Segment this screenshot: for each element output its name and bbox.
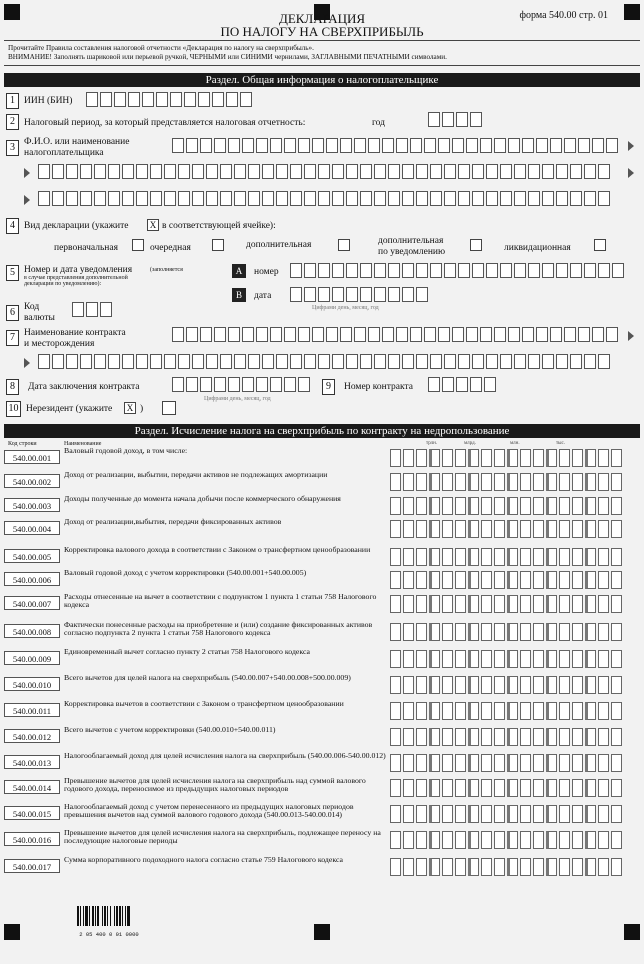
row-code: 540.00.009 [4,651,60,665]
field-number: 3 [6,140,19,156]
row-label: Превышение вычетов для целей исчисления налога на сверхприбыль, подлежащее переносу на последующие налоговые периоды [64,828,381,845]
contract-name-input-line2[interactable] [38,354,612,369]
option-regular-label: очередная [150,243,191,253]
barcode [76,906,142,938]
row-label: Единовременный вычет согласно пункту 2 статьи 758 Налогового кодекса [64,647,310,656]
field-label: Номер и дата уведомления [24,265,133,275]
row-label: Всего вычетов для целей налога на сверхприбыль (540.00.007+540.00.008+500.00.009) [64,673,351,682]
field-label: Код [24,302,40,312]
option-notice-checkbox[interactable] [470,239,482,251]
row-code: 540.00.012 [4,729,60,743]
barcode-bar [107,906,108,926]
date-format-hint: Цифрами день, месяц, год [204,396,271,402]
amount-input[interactable] [390,595,624,613]
row-label: Расходы отнесенные на вычет в соответствии с подпунктом 1 пункта 1 статьи 758 Налогового кодекса [64,592,377,609]
continue-arrow-icon [628,168,634,178]
barcode-bar [114,906,115,926]
amount-input[interactable] [390,497,624,515]
amount-input[interactable] [390,520,624,538]
field-label: Вид декларации (укажите [24,221,129,231]
barcode-bar [102,906,103,926]
iin-input[interactable] [86,92,254,107]
field-number: 1 [6,93,19,109]
field-hint: декларации по уведомлению): [24,281,102,287]
taxpayer-name-input-line3[interactable] [38,191,612,206]
notice-date-input[interactable] [290,287,430,302]
table-row [4,495,640,519]
row-label: Налогооблагаемый доход с учетом перенесенного из предыдущих налоговых периодов превышения вычетов над суммой валового годового дохода (540.00.013-540.00.014) [64,802,354,819]
barcode-bar [122,906,123,926]
registration-mark [624,924,640,940]
option-regular-checkbox[interactable] [212,239,224,251]
field-number: 6 [6,305,19,321]
contract-number-input[interactable] [428,377,498,392]
currency-code-input[interactable] [72,302,114,317]
field-label: валюты [24,313,55,323]
barcode-bar [89,906,90,926]
row-label: Сумма корпоративного подоходного налога согласно статье 759 Налогового кодекса [64,855,343,864]
subfield-b-marker: B [232,288,246,302]
table-row [4,447,640,471]
form-number: форма 540.00 стр. 01 [519,10,608,21]
table-row [4,621,640,645]
field-label: Налоговый период, за который представляется налоговая отчетность: [24,118,306,128]
table-row [4,674,640,698]
table-row [4,518,640,542]
registration-mark [4,924,20,940]
instructions-line: Прочитайте Правила составления налоговой отчетности «Декларация по налогу на сверхприбыль». [8,44,314,52]
barcode-bar [92,906,94,926]
date-label: дата [254,291,272,301]
row-label: Доход от реализации,выбытия, передачи фиксированных активов [64,517,282,526]
row-label: Превышение вычетов для целей исчисления налога на сверхприбыль над суммой валового годового дохода, переносимое из предыдущих налоговых периодов [64,776,366,793]
row-code: 540.00.007 [4,596,60,610]
field-label: Ф.И.О. или наименование [24,137,130,147]
row-code: 540.00.008 [4,624,60,638]
row-label: Всего вычетов с учетом корректировки (540.00.010+540.00.011) [64,725,276,734]
field-label: Нерезидент (укажите [26,404,113,414]
field-hint: (заполняется [150,267,183,273]
notice-number-input[interactable] [290,263,626,278]
table-row [4,829,640,853]
amount-input[interactable] [390,754,624,772]
barcode-bars [76,906,142,926]
field-number: 2 [6,114,19,130]
row-label: Валовый годовой доход с учетом корректировки (540.00.001+540.00.005) [64,568,307,577]
amount-input[interactable] [390,676,624,694]
row-code: 540.00.016 [4,832,60,846]
table-row [4,546,640,570]
row-label: Доход от реализации, выбытии, передачи активов не подлежащих амортизации [64,470,328,479]
x-mark-sample: X [147,219,159,231]
divider [4,40,640,41]
row-label: Фактически понесенные расходы на приобретение и (или) создание фиксированных активов согласно подпункта 2 пункта 1 статьи 758 Налогового кодекса [64,620,373,637]
barcode-bar [80,906,81,926]
row-code: 540.00.015 [4,806,60,820]
barcode-bar [125,906,126,926]
row-code: 540.00.003 [4,498,60,512]
table-row [4,648,640,672]
number-label: номер [254,267,279,277]
option-initial-label: первоначальная [54,243,118,253]
row-code: 540.00.011 [4,703,60,717]
table-row [4,777,640,801]
field-label: налогоплательщика [24,148,104,158]
table-row [4,700,640,724]
continue-arrow-icon [628,331,634,341]
amount-input[interactable] [390,858,624,876]
row-label: Налогооблагаемый доход для целей исчисления налога на сверхприбыль (540.00.006-540.00.012) [64,751,386,760]
row-code: 540.00.002 [4,474,60,488]
page-title: ДЕКЛАРАЦИЯ [278,11,366,26]
row-code: 540.00.004 [4,521,60,535]
column-header-billions: млрд. [464,441,476,446]
date-format-hint: Цифрами день, месяц, год [312,305,379,311]
option-liquidation-label: ликвидационная [504,243,571,253]
row-code: 540.00.017 [4,859,60,873]
row-code: 540.00.013 [4,755,60,769]
field-number: 8 [6,379,19,395]
amount-input[interactable] [390,473,624,491]
continue-arrow-icon [628,141,634,151]
barcode-bar [110,906,111,926]
barcode-bar [119,906,121,926]
field-hint: в случае представления дополнительной [24,275,128,281]
field-number: 7 [6,330,19,346]
contract-date-input[interactable] [172,377,312,392]
barcode-bar [83,906,84,926]
table-row [4,569,640,593]
field-label: Номер контракта [344,382,413,392]
year-label: год [372,118,385,128]
registration-mark [314,924,330,940]
barcode-bar [77,906,79,926]
option-additional-checkbox[interactable] [338,239,350,251]
barcode-bar [85,906,88,926]
field-label: Наименование контракта [24,328,126,338]
field-label-tail: в соответствующей ячейке): [162,221,276,231]
amount-input[interactable] [390,805,624,823]
amount-input[interactable] [390,449,624,467]
amount-input[interactable] [390,650,624,668]
table-row [4,471,640,495]
section-header: Раздел. Общая информация о налогоплательщике [4,73,640,87]
field-label: Дата заключения контракта [28,382,140,392]
amount-input[interactable] [390,571,624,589]
barcode-bar [116,906,118,926]
field-number: 9 [322,379,335,395]
field-label: ИИН (БИН) [24,96,73,106]
page-subtitle: ПО НАЛОГУ НА СВЕРХПРИБЫЛЬ [220,24,424,39]
field-number: 10 [6,401,21,417]
row-code: 540.00.006 [4,572,60,586]
row-code: 540.00.005 [4,549,60,563]
column-header-millions: млн. [510,441,520,446]
barcode-bar [127,906,130,926]
table-row [4,803,640,827]
table-row [4,726,640,750]
subfield-a-marker: A [232,264,246,278]
table-row [4,593,640,617]
row-label: Корректировка валового дохода в соответствии с Законом о трансфертном ценообразовании [64,545,371,554]
row-code: 540.00.001 [4,450,60,464]
field-label: и месторождения [24,339,95,349]
x-mark-sample: X [124,402,136,414]
row-code: 540.00.014 [4,780,60,794]
option-notice-label: дополнительная [378,236,444,246]
barcode-text: 2 05 400 0 01 0000 [79,931,139,938]
option-initial-checkbox[interactable] [132,239,144,251]
nonresident-checkbox[interactable] [162,401,176,415]
row-label: Доходы полученные до момента начала добычи после коммерческого обнаружения [64,494,341,503]
row-label: Валовый годовой доход, в том числе: [64,446,188,455]
option-notice-label-2: по уведомлению [378,247,446,257]
amount-input[interactable] [390,728,624,746]
amount-input[interactable] [390,702,624,720]
option-additional-label: дополнительная [246,240,312,250]
taxpayer-name-input-line2[interactable] [38,164,612,179]
field-number: 5 [6,265,19,281]
column-header-code: Код строки [8,441,37,447]
column-header-name: Наименование [64,441,102,447]
table-row [4,856,640,880]
section-header: Раздел. Исчисление налога на сверхприбыль по контракту на недропользование [4,424,640,438]
continue-arrow-icon [24,358,30,368]
amount-input[interactable] [390,831,624,849]
row-code: 540.00.010 [4,677,60,691]
table-row [4,752,640,776]
row-label: Корректировка вычетов в соответствии с Законом о трансфертном ценообразовании [64,699,344,708]
option-liquidation-checkbox[interactable] [594,239,606,251]
barcode-bar [97,906,99,926]
field-number: 4 [6,218,19,234]
column-header-trillions: трлн. [426,441,438,446]
year-input[interactable] [428,112,484,127]
amount-input[interactable] [390,623,624,641]
warning-line: ВНИМАНИЕ! Заполнять шариковой или перьевой ручкой, ЧЕРНЫМИ или СИНИМИ чернилами, ЗАГЛАВНЫМИ ПЕЧАТНЫМИ символами. [8,53,447,61]
barcode-bar [95,906,96,926]
divider [4,65,640,66]
taxpayer-name-input[interactable] [172,138,620,153]
amount-input[interactable] [390,548,624,566]
field-label-tail: ) [140,404,144,414]
amount-input[interactable] [390,779,624,797]
contract-name-input[interactable] [172,327,620,342]
column-header-thousands: тыс. [556,441,566,446]
barcode-bar [104,906,106,926]
continue-arrow-icon [24,195,30,205]
continue-arrow-icon [24,168,30,178]
